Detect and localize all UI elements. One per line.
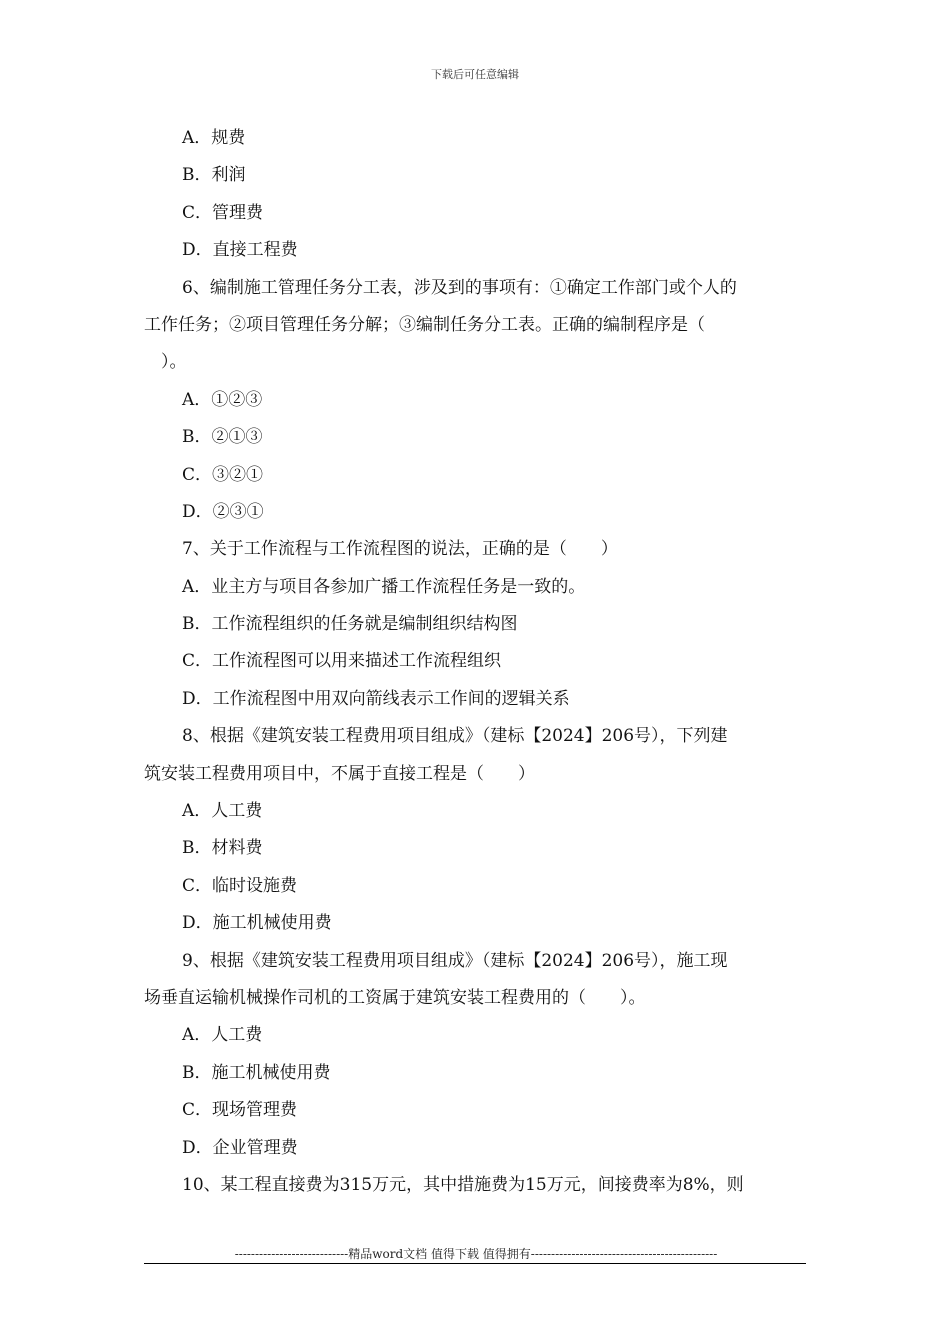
text-line: 7、关于工作流程与工作流程图的说法，正确的是（ ） (182, 539, 618, 560)
page-footer: ----------------------------精品word文档 值得下载 值得拥有---------------------------------------------- (234, 1247, 718, 1261)
text-line: 6、编制施工管理任务分工表，涉及到的事项有：①确定工作部门或个人的 (182, 277, 737, 298)
text-line: 8、根据《建筑安装工程费用项目组成》（建标【2024】206号），下列建 (182, 726, 728, 747)
text-line: B．材料费 (182, 838, 263, 859)
text-line: D．工作流程图中用双向箭线表示工作间的逻辑关系 (182, 688, 570, 709)
text-line: 场垂直运输机械操作司机的工资属于建筑安装工程费用的（ ）。 (144, 987, 646, 1008)
text-line: ）。 (144, 352, 187, 373)
text-line: 筑安装工程费用项目中，不属于直接工程是（ ） (144, 763, 535, 784)
text-line: C．现场管理费 (182, 1100, 298, 1121)
text-line: C．③②① (182, 464, 264, 485)
text-line: D．施工机械使用费 (182, 913, 332, 934)
text-line: B．工作流程组织的任务就是编制组织结构图 (182, 614, 518, 635)
page-header: 下载后可任意编辑 (431, 68, 519, 81)
text-line: B．施工机械使用费 (182, 1062, 331, 1083)
text-line: A．人工费 (182, 801, 263, 822)
text-line: B．利润 (182, 165, 246, 186)
text-line: 工作任务；②项目管理任务分解；③编制任务分工表。正确的编制程序是（ (144, 314, 705, 335)
text-line: C．工作流程图可以用来描述工作流程组织 (182, 651, 502, 672)
text-line: D．企业管理费 (182, 1137, 298, 1158)
text-line: C．临时设施费 (182, 875, 298, 896)
document-body (144, 120, 808, 1204)
text-line: 9、根据《建筑安装工程费用项目组成》（建标【2024】206号），施工现 (182, 950, 728, 971)
text-line: D．②③① (182, 501, 264, 522)
text-line: A．人工费 (182, 1025, 263, 1046)
footer-divider (144, 1263, 806, 1264)
text-line: C．管理费 (182, 202, 264, 223)
text-line: A．①②③ (182, 389, 263, 410)
text-line: 10、某工程直接费为315万元，其中措施费为15万元，间接费率为8%，则 (182, 1174, 744, 1195)
text-line: A．规费 (182, 128, 246, 148)
text-line: B．②①③ (182, 427, 263, 448)
text-line: D．直接工程费 (182, 240, 298, 261)
text-line: A．业主方与项目各参加广播工作流程任务是一致的。 (182, 576, 586, 597)
